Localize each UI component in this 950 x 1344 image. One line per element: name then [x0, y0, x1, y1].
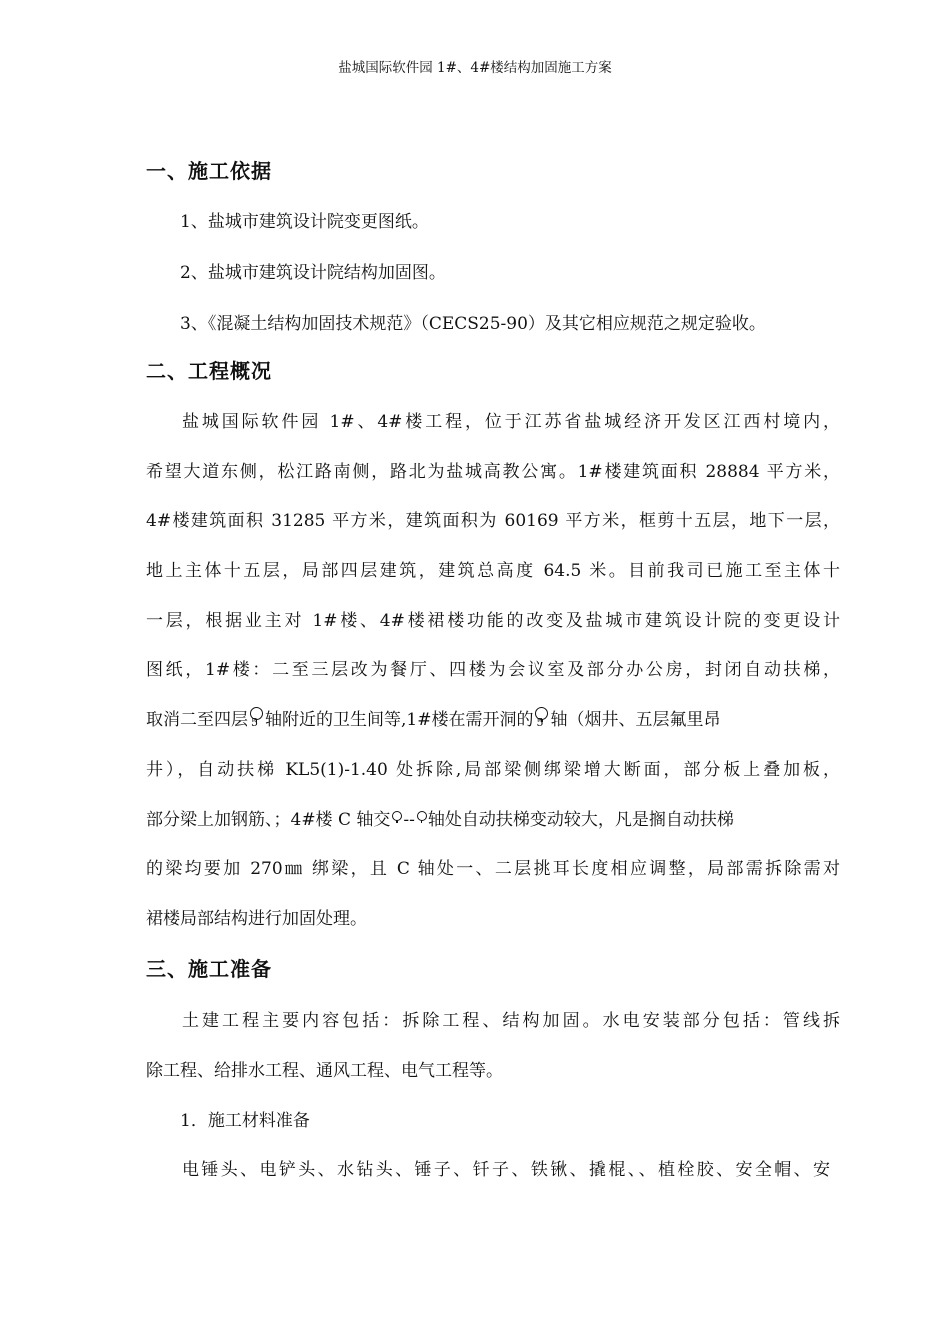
basis-item-1: 1、盐城市建筑设计院变更图纸。 [180, 212, 429, 232]
axis-marker-icon [391, 811, 402, 829]
section-heading-basis: 一、施工依据 [146, 159, 272, 183]
overview-line-8: 井），自动扶梯 KL5(1)-1.40 处拆除,局部梁侧绑梁增大断面，部分板上叠加板， [146, 759, 840, 780]
axis-marker-label: 5 [536, 716, 544, 730]
overview-line-11: 裙楼局部结构进行加固处理。 [146, 908, 367, 929]
page-header: 盐城国际软件园 1#、4#楼结构加固施工方案 [338, 60, 612, 76]
materials-line-1: 电锤头、电铲头、水钻头、锤子、钎子、铁锹、撬棍、、植栓胶、安全帽、安 [182, 1160, 830, 1180]
overview-paragraph [146, 409, 840, 956]
axis-marker-icon [416, 811, 427, 829]
preparation-paragraph [146, 1008, 840, 1107]
overview-line-7-part-c: 轴（烟井、五层氟里昂 [550, 710, 721, 731]
basis-item-3: 3、《混凝土结构加固技术规范》（CECS25-90）及其它相应规范之规定验收。 [180, 314, 766, 334]
overview-line-7 [146, 707, 840, 757]
preparation-line-1: 土建工程主要内容包括：拆除工程、结构加固。水电安装部分包括：管线拆 [182, 1011, 840, 1031]
overview-line-9-part-a: 部分梁上加钢筋、；4#楼 C 轴交 [146, 809, 391, 830]
section-heading-preparation: 三、施工准备 [146, 957, 272, 981]
preparation-line-2: 除工程、给排水工程、通风工程、电气工程等。 [146, 1060, 503, 1081]
overview-line-7-part-a: 取消二至四层 [146, 710, 248, 731]
overview-line-2: 希望大道东侧，松江路南侧，路北为盐城高教公寓。1#楼建筑面积 28884 平方米， [146, 461, 840, 482]
overview-line-5: 一层，根据业主对 1#楼、4#楼裙楼功能的改变及盐城市建筑设计院的变更设计 [146, 610, 840, 631]
axis-marker-label: 5 [251, 716, 258, 730]
overview-line-7-part-b: 轴附近的卫生间等,1#楼在需开洞的 [265, 710, 534, 731]
materials-paragraph [182, 1157, 830, 1207]
section-heading-overview: 二、工程概况 [146, 359, 272, 383]
overview-line-4: 地上主体十五层，局部四层建筑，建筑总高度 64.5 米。目前我司已施工至主体十 [146, 561, 840, 582]
axis-marker-icon [249, 707, 264, 729]
axis-marker-icon [534, 707, 549, 729]
basis-item-2: 2、盐城市建筑设计院结构加固图。 [180, 263, 446, 283]
overview-line-9-part-c: 轴处自动扶梯变动较大，凡是搁自动扶梯 [427, 809, 734, 830]
materials-subheading: 1．施工材料准备 [180, 1111, 310, 1131]
overview-line-9-dash: -- [403, 809, 415, 830]
overview-line-6: 图纸，1#楼：二至三层改为餐厅、四楼为会议室及部分办公房，封闭自动扶梯， [146, 660, 840, 681]
overview-line-3: 4#楼建筑面积 31285 平方米，建筑面积为 60169 平方米，框剪十五层，地下一层， [146, 511, 840, 532]
overview-line-9 [146, 807, 840, 857]
overview-line-1: 盐城国际软件园 1#、4#楼工程，位于江苏省盐城经济开发区江西村境内， [182, 412, 840, 432]
overview-line-10: 的梁均要加 270㎜ 绑梁，且 C 轴处一、二层挑耳长度相应调整，局部需拆除需对 [146, 859, 840, 880]
